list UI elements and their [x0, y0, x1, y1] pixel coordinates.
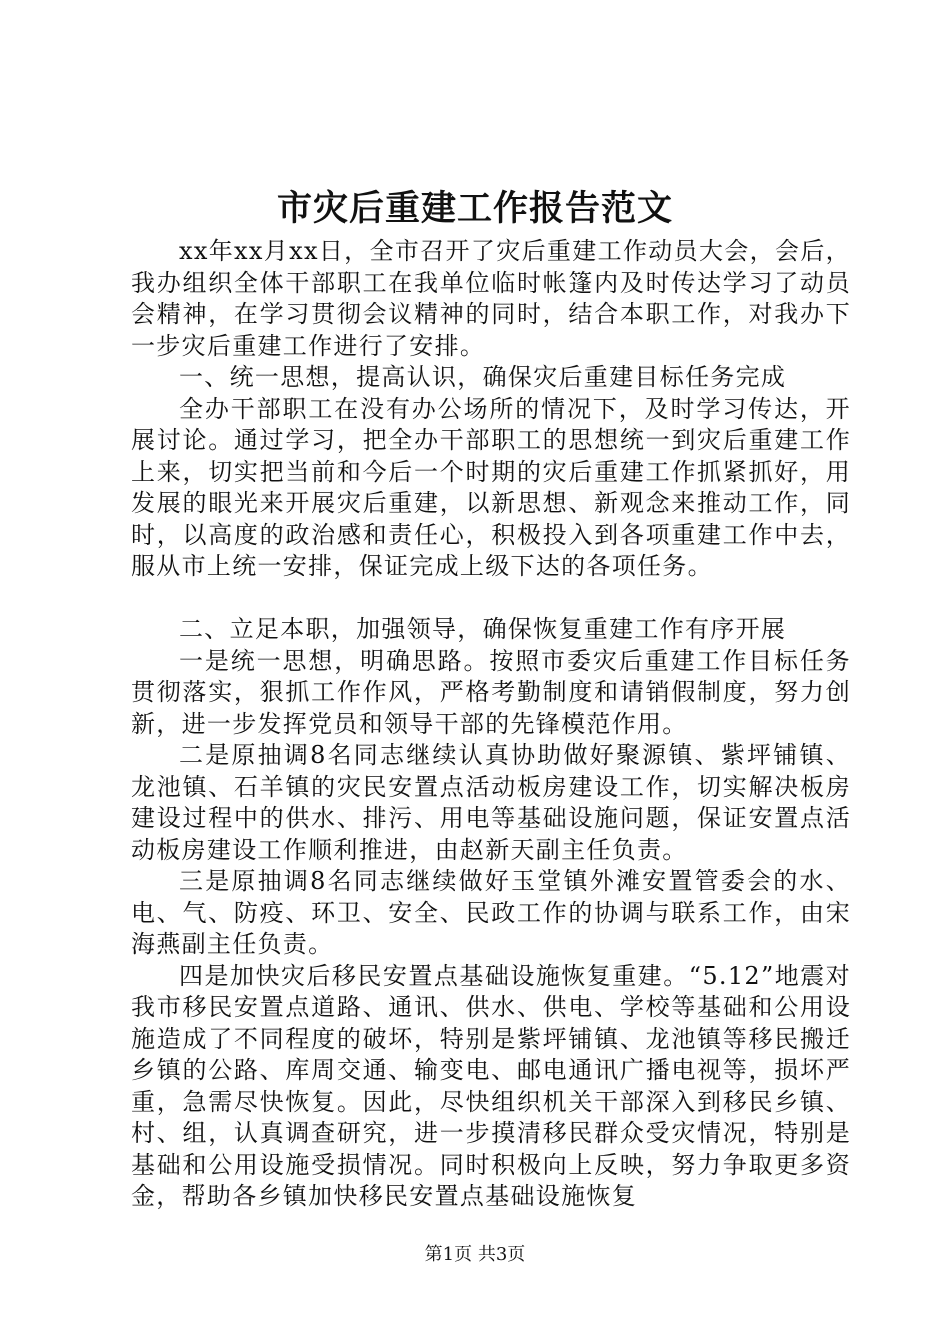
- section-heading-2: 二、立足本职，加强领导，确保恢复重建工作有序开展: [179, 615, 787, 643]
- section-heading-1: 一、统一思想，提高认识，确保灾后重建目标任务完成: [179, 363, 787, 391]
- paragraph-gap: [131, 583, 851, 615]
- document-body: [131, 236, 851, 1213]
- section-1-paragraph: 全办干部职工在没有办公场所的情况下，及时学习传达，开展讨论。通过学习，把全办干部职工的思想统一到灾后重建工作上来，切实把当前和今后一个时期的灾后重建工作抓紧抓好，用发展的眼光来开展灾后重建，以新思想、新观念来推动工作，同时，以高度的政治感和责任心，积极投入到各项重建工作中去，服从市上统一安排，保证完成上级下达的各项任务。: [131, 394, 851, 580]
- page-number-footer: 第1页 共3页: [424, 1244, 526, 1265]
- item-2-paragraph: 二是原抽调8名同志继续认真协助做好聚源镇、紫坪铺镇、龙池镇、石羊镇的灾民安置点活动板房建设工作，切实解决板房建设过程中的供水、排污、用电等基础设施问题，保证安置点活动板房建设工作顺利推进，由赵新天副主任负责。: [131, 741, 851, 864]
- item-3-paragraph: 三是原抽调8名同志继续做好玉堂镇外滩安置管委会的水、电、气、防疫、环卫、安全、民政工作的协调与联系工作，由宋海燕副主任负责。: [131, 867, 851, 958]
- document-title: 市灾后重建工作报告范文: [276, 188, 673, 229]
- item-1-paragraph: 一是统一思想，明确思路。按照市委灾后重建工作目标任务贯彻落实，狠抓工作作风，严格考勤制度和请销假制度，努力创新，进一步发挥党员和领导干部的先锋模范作用。: [131, 646, 851, 738]
- item-4-paragraph: 四是加快灾后移民安置点基础设施恢复重建。“5.12”地震对我市移民安置点道路、通讯、供水、供电、学校等基础和公用设施造成了不同程度的破坏，特别是紫坪铺镇、龙池镇等移民搬迁乡镇的公路、库周交通、输变电、邮电通讯广播电视等，损坏严重，急需尽快恢复。因此，尽快组织机关干部深入到移民乡镇、村、组，认真调查研究，进一步摸清移民群众受灾情况，特别是基础和公用设施受损情况。同时积极向上反映，努力争取更多资金，帮助各乡镇加快移民安置点基础设施恢复: [131, 961, 851, 1210]
- intro-paragraph: xx年xx月xx日，全市召开了灾后重建工作动员大会，会后，我办组织全体干部职工在我单位临时帐篷内及时传达学习了动员会精神，在学习贯彻会议精神的同时，结合本职工作，对我办下一步灾后重建工作进行了安排。: [131, 237, 851, 360]
